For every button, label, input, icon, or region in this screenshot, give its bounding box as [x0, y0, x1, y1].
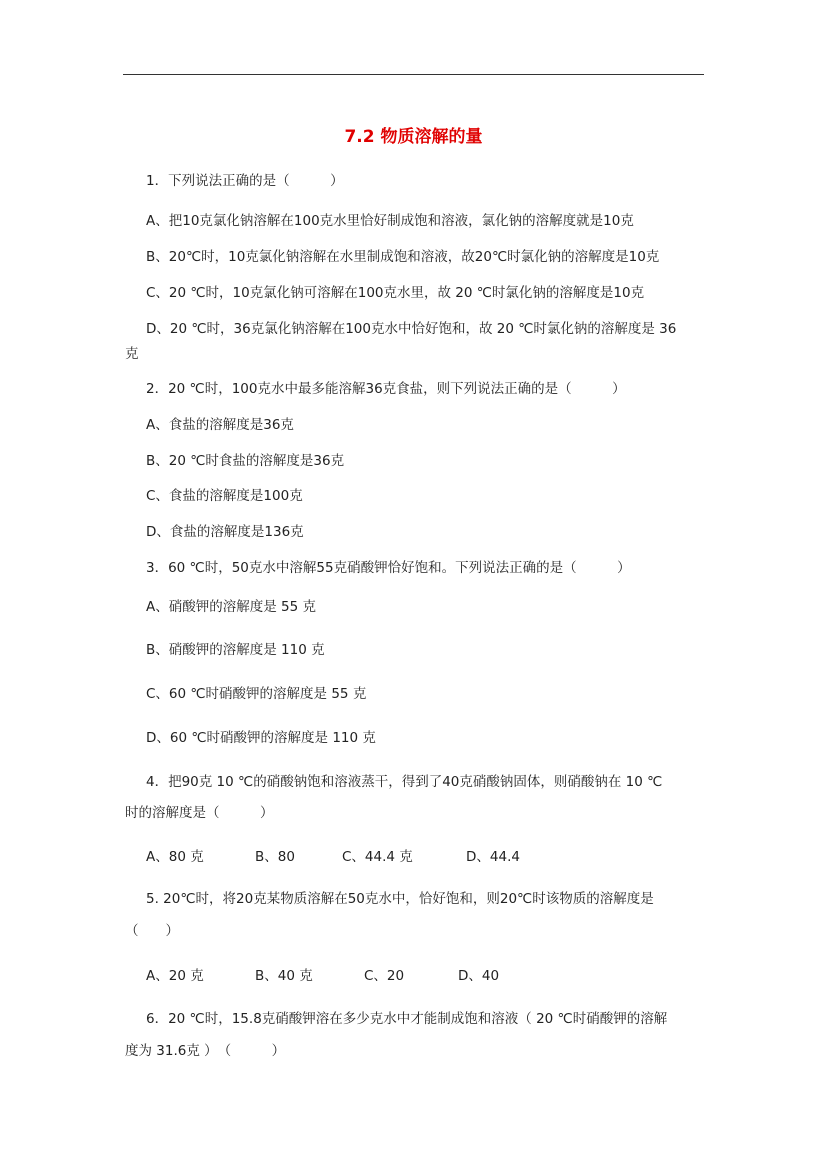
question-4-option-a: A、80 克 — [146, 849, 204, 865]
question-5-option-a: A、20 克 — [146, 968, 204, 984]
question-1-stem: 1．下列说法正确的是（ ） — [146, 173, 344, 189]
page-title: 7.2 物质溶解的量 — [344, 127, 483, 147]
question-4-stem: 4．把90克 10 ℃的硝酸钠饱和溶液蒸干，得到了40克硝酸钠固体，则硝酸钠在 10 ℃ — [146, 774, 663, 790]
question-3-option-a: A、硝酸钾的溶解度是 55 克 — [146, 599, 316, 615]
header-rule — [123, 74, 704, 75]
question-5-stem-continuation: （ ） — [125, 923, 179, 939]
question-5-option-d: D、40 — [458, 968, 500, 984]
question-6-stem: 6．20 ℃时，15.8克硝酸钾溶在多少克水中才能制成饱和溶液（ 20 ℃时硝酸钾的溶解 — [146, 1011, 668, 1027]
question-2-option-b: B、20 ℃时食盐的溶解度是36克 — [146, 453, 345, 469]
question-2-option-a: A、食盐的溶解度是36克 — [146, 417, 294, 433]
question-4-option-d: D、44.4 — [466, 849, 520, 865]
question-1-option-b: B、20℃时，10克氯化钠溶解在水里制成饱和溶液，故20℃时氯化钠的溶解度是10克 — [146, 249, 660, 265]
question-3-option-c: C、60 ℃时硝酸钾的溶解度是 55 克 — [146, 686, 367, 702]
question-6-stem-continuation: 度为 31.6克 ） （ ） — [125, 1043, 286, 1059]
question-1-option-c: C、20 ℃时，10克氯化钠可溶解在100克水里，故 20 ℃时氯化钠的溶解度是10克 — [146, 285, 645, 301]
question-5-stem: 5. 20℃时，将20克某物质溶解在50克水中，恰好饱和，则20℃时该物质的溶解度是 — [146, 891, 654, 907]
question-4-stem-continuation: 时的溶解度是（ ） — [125, 805, 274, 821]
question-2-option-d: D、食盐的溶解度是136克 — [146, 524, 304, 540]
question-1-option-d: D、20 ℃时，36克氯化钠溶解在100克水中恰好饱和，故 20 ℃时氯化钠的溶解度是 36 — [146, 321, 677, 337]
question-2-stem: 2．20 ℃时，100克水中最多能溶解36克食盐，则下列说法正确的是（ ） — [146, 381, 626, 397]
question-3-option-b: B、硝酸钾的溶解度是 110 克 — [146, 642, 325, 658]
question-4-option-b: B、80 — [255, 849, 295, 865]
question-5-option-c: C、20 — [364, 968, 405, 984]
question-1-option-d-continuation: 克 — [125, 346, 139, 362]
question-4-option-c: C、44.4 克 — [342, 849, 413, 865]
question-3-option-d: D、60 ℃时硝酸钾的溶解度是 110 克 — [146, 730, 376, 746]
question-1-option-a: A、把10克氯化钠溶解在100克水里恰好制成饱和溶液，氯化钠的溶解度就是10克 — [146, 213, 634, 229]
question-2-option-c: C、食盐的溶解度是100克 — [146, 488, 303, 504]
question-3-stem: 3．60 ℃时，50克水中溶解55克硝酸钾恰好饱和。下列说法正确的是（ ） — [146, 560, 631, 576]
question-5-option-b: B、40 克 — [255, 968, 313, 984]
